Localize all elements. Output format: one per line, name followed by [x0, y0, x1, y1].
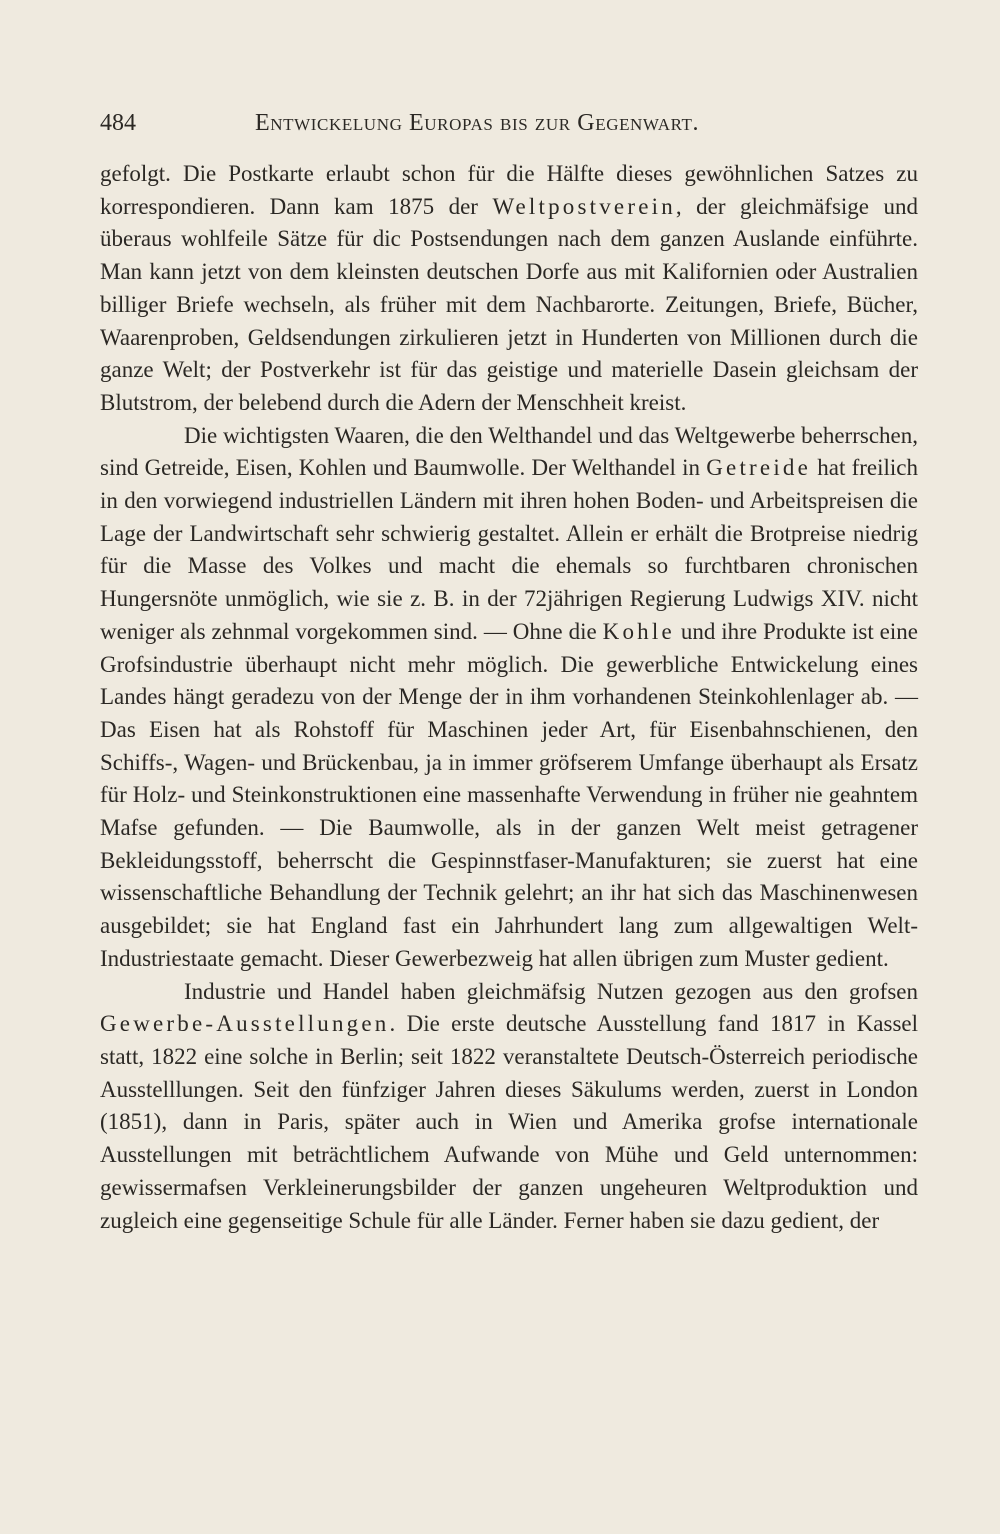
- spaced-term-gewerbe-ausstellungen: Gewerbe-Ausstellungen: [100, 1011, 390, 1037]
- spaced-term-getreide: Getreide: [706, 455, 812, 481]
- spaced-term-weltpostverein: Weltpostverein: [492, 193, 676, 219]
- paragraph-2: [100, 420, 918, 976]
- text-segment: hat freilich in den vorwiegend industriellen Ländern mit ihren hohen Boden- und Arbeitspreisen die Lage der Landwirtschaft sehr schwierig gestaltet. Allein er erhält die Brotpreise niedrig für die Masse des Volkes und macht die ehemals so furchtbaren chronischen Hungersnöte unmöglich, wie sie z. B. in der 72jährigen Regierung Ludwigs XIV. nicht weniger als zehnmal vorgekommen sind. — Ohne die: [100, 455, 918, 644]
- spaced-term-kohle: Kohle: [602, 618, 675, 644]
- running-title: Entwickelung Europas bis zur Gegenwart.: [255, 110, 700, 136]
- text-segment: , der gleichmäfsige und überaus wohlfeile Sätze für dic Postsendungen nach dem ganzen Auslande einführte. Man kann jetzt von dem kleinsten deutschen Dorfe aus mit Kalifornien oder Australien billiger Briefe wechseln, als früher mit dem Nachbarorte. Zeitungen, Briefe, Bücher, Waarenproben, Geldsendungen zirkulieren jetzt in Hunderten von Millionen durch die ganze Welt; der Postverkehr ist für das geistige und materielle Dasein gleichsam der Blutstrom, der belebend durch die Adern der Menschheit kreist.: [100, 193, 918, 415]
- text-segment: und ihre Produkte ist eine Grofsindustrie überhaupt nicht mehr möglich. Die gewerbliche Entwickelung eines Landes hängt geradezu von der Menge der in ihm vorhandenen Steinkohlenlager ab. — Das Eisen hat als Rohstoff für Maschinen jeder Art, für Eisenbahnschienen, den Schiffs-, Wagen- und Brückenbau, ja in immer gröfserem Umfange überhaupt als Ersatz für Holz- und Steinkonstruktionen eine massenhafte Verwendung in früher nie geahntem Mafse gefunden. — Die Baumwolle, als in der ganzen Welt meist getragener Bekleidungsstoff, beherrscht die Gespinnstfaser-Manufakturen; sie zuerst hat eine wissenschaftliche Behandlung der Technik gelehrt; an ihr hat sich das Maschinenwesen ausgebildet; sie hat England fast ein Jahrhundert lang zum allgewaltigen Welt-Industriestaate gemacht. Dieser Gewerbezweig hat allen übrigen zum Muster gedient.: [100, 618, 918, 971]
- text-segment: Die wichtigsten Waaren, die den Welthandel und das Weltgewerbe beherrschen, sind Getreide, Eisen, Kohlen und Baumwolle. Der Welthandel in: [100, 422, 918, 481]
- text-segment: gefolgt. Die Postkarte erlaubt schon für die Hälfte dieses gewöhnlichen Satzes zu korrespondieren. Dann kam 1875 der: [100, 161, 918, 219]
- running-header: [100, 110, 915, 144]
- text-segment: . Die erste deutsche Ausstellung fand 1817 in Kassel statt, 1822 eine solche in Berlin; seit 1822 veranstaltete Deutsch-Österreich periodische Ausstelllungen. Seit den fünfziger Jahren dieses Säkulums werden, zuerst in London (1851), dann in Paris, später auch in Wien und Amerika grofse internationale Ausstellungen mit beträchtlichem Aufwande von Mühe und Geld unternommen: gewissermafsen Verkleinerungsbilder der ganzen ungeheuren Weltproduktion und zugleich eine gegenseitige Schule für alle Länder. Ferner haben sie dazu gedient, der: [100, 1011, 918, 1233]
- paragraph-3: [100, 976, 918, 1238]
- page-number: 484: [100, 110, 136, 136]
- text-segment: Industrie und Handel haben gleichmäfsig Nutzen gezogen aus den grofsen: [184, 978, 918, 1004]
- body-text: [100, 158, 918, 1237]
- paragraph-1: [100, 158, 918, 420]
